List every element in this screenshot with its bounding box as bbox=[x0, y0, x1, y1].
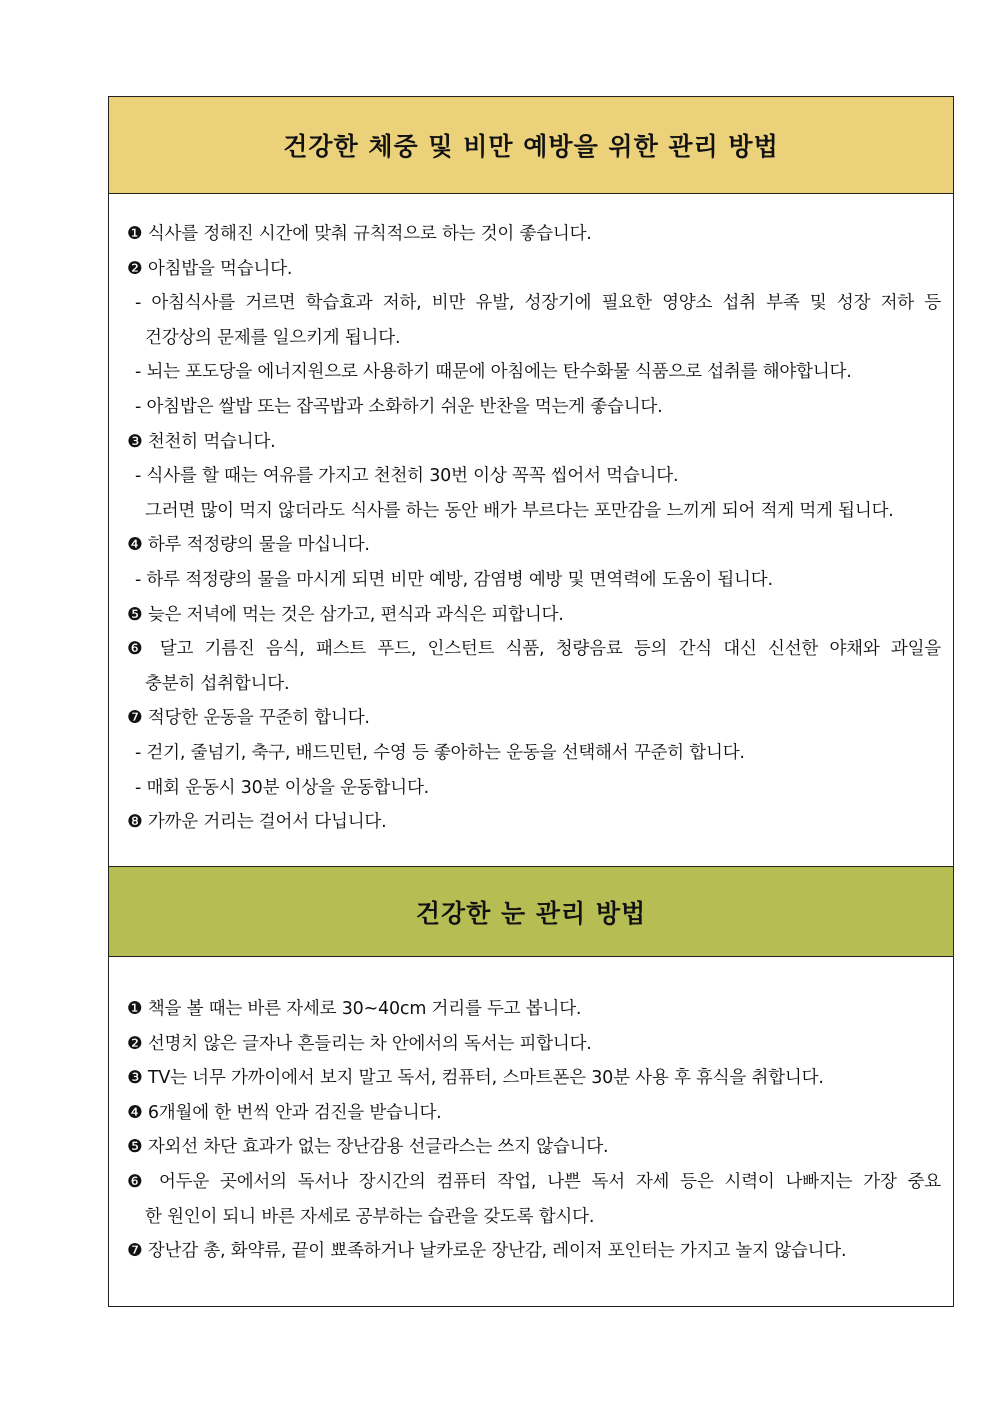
list-sub-item: - 아침밥은 쌀밥 또는 잡곡밥과 소화하기 쉬운 반찬을 먹는게 좋습니다. bbox=[135, 396, 663, 417]
list-item: ❶ 식사를 정해진 시간에 맞춰 규칙적으로 하는 것이 좋습니다. bbox=[127, 224, 592, 244]
list-item: ❽ 가까운 거리는 걸어서 다닙니다. bbox=[127, 812, 387, 833]
list-item: ❼ 장난감 총, 화약류, 끝이 뾰족하거나 날카로운 장난감, 레이저 포인터는 가지고 놀지 않습니다. bbox=[127, 1241, 847, 1262]
list-item: ❺ 늦은 저녁에 먹는 것은 삼가고, 편식과 과식은 피합니다. bbox=[127, 604, 564, 625]
list-item-continuation: 건강상의 문제를 일으키게 됩니다. bbox=[145, 327, 401, 348]
list-item: ❺ 자외선 차단 효과가 없는 장난감용 선글라스는 쓰지 않습니다. bbox=[127, 1137, 609, 1158]
list-sub-item: - 걷기, 줄넘기, 축구, 배드민턴, 수영 등 좋아하는 운동을 선택해서 꾸준히 합니다. bbox=[135, 742, 745, 763]
list-item: ❶ 책을 볼 때는 바른 자세로 30~40cm 거리를 두고 봅니다. bbox=[127, 999, 582, 1019]
list-sub-item: - 아침식사를 거르면 학습효과 저하, 비만 유발, 성장기에 필요한 영양소 섭취 부족 및 성장 저하 등 bbox=[135, 293, 941, 314]
list-sub-item: - 하루 적정량의 물을 마시게 되면 비만 예방, 감염병 예방 및 면역력에 도움이 됩니다. bbox=[135, 569, 773, 590]
section1-body bbox=[109, 217, 953, 840]
list-sub-item: - 뇌는 포도당을 에너지원으로 사용하기 때문에 아침에는 탄수화물 식품으로 섭취를 해야합니다. bbox=[135, 362, 852, 383]
section2-header bbox=[109, 866, 953, 957]
section1-header bbox=[109, 97, 953, 194]
list-item: ❹ 6개월에 한 번씩 안과 검진을 받습니다. bbox=[127, 1102, 442, 1123]
list-item-continuation: 그러면 많이 먹지 않더라도 식사를 하는 동안 배가 부르다는 포만감을 느끼게 되어 적게 먹게 됩니다. bbox=[145, 500, 894, 521]
list-item-continuation: 한 원인이 되니 바른 자세로 공부하는 습관을 갖도록 합시다. bbox=[145, 1206, 595, 1227]
list-item: ❻ 어두운 곳에서의 독서나 장시간의 컴퓨터 작업, 나쁜 독서 자세 등은 시력이 나빠지는 가장 중요 bbox=[127, 1171, 941, 1192]
list-item: ❸ 천천히 먹습니다. bbox=[127, 431, 276, 452]
list-item: ❸ TV는 너무 가까이에서 보지 말고 독서, 컴퓨터, 스마트폰은 30분 사용 후 휴식을 취합니다. bbox=[127, 1068, 824, 1089]
section2-body bbox=[109, 992, 953, 1269]
list-item: ❼ 적당한 운동을 꾸준히 합니다. bbox=[127, 708, 370, 729]
section1-title: 건강한 체중 및 비만 예방을 위한 관리 방법 bbox=[283, 132, 779, 161]
list-sub-item: - 매회 운동시 30분 이상을 운동합니다. bbox=[135, 777, 430, 798]
list-item: ❻ 달고 기름진 음식, 패스트 푸드, 인스턴트 식품, 청량음료 등의 간식 대신 신선한 야채와 과일을 bbox=[127, 639, 941, 660]
list-item: ❹ 하루 적정량의 물을 마십니다. bbox=[127, 535, 370, 556]
list-item: ❷ 아침밥을 먹습니다. bbox=[127, 258, 293, 279]
list-item: ❷ 선명치 않은 글자나 흔들리는 차 안에서의 독서는 피합니다. bbox=[127, 1033, 592, 1054]
list-sub-item: - 식사를 할 때는 여유를 가지고 천천히 30번 이상 꼭꼭 씹어서 먹습니다. bbox=[135, 466, 679, 487]
section2-title: 건강한 눈 관리 방법 bbox=[415, 898, 647, 928]
guide-sheet bbox=[108, 96, 954, 1307]
list-item-continuation: 충분히 섭취합니다. bbox=[145, 673, 290, 694]
